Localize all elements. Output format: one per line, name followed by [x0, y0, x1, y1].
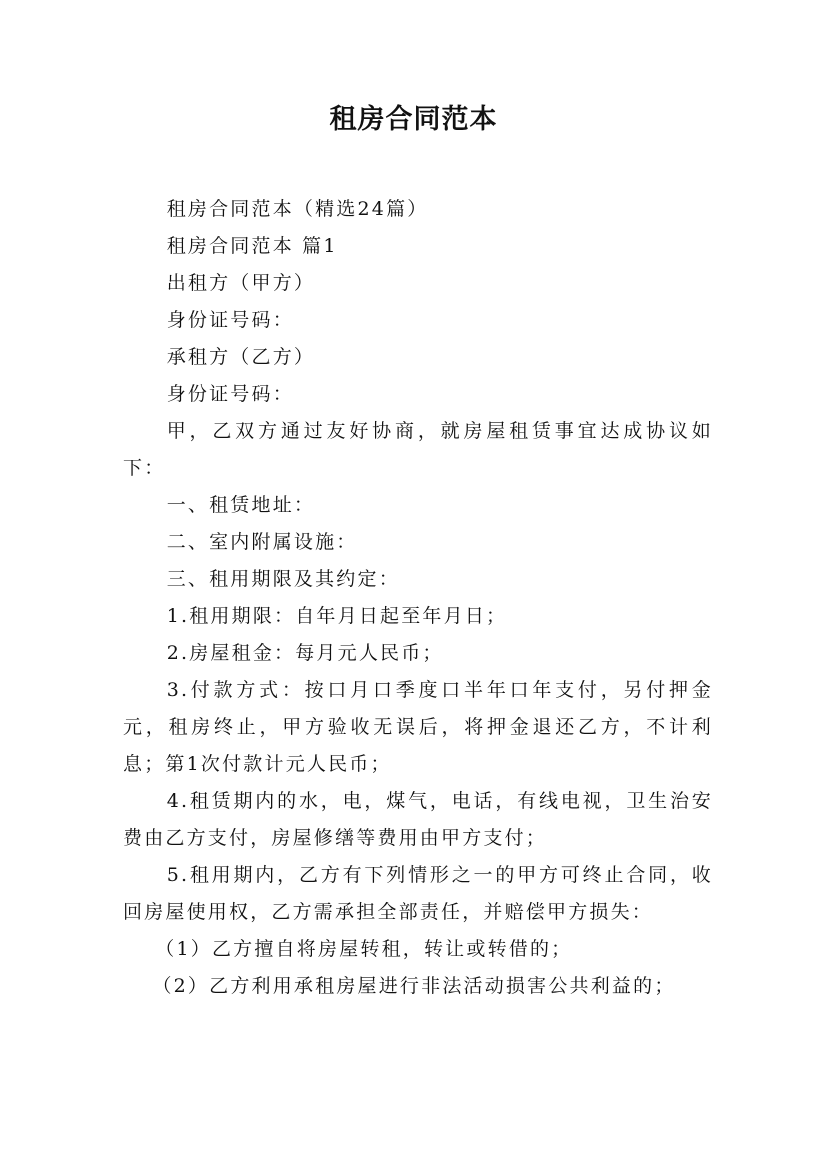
paragraph-payment: 3.付款方式：按口月口季度口半年口年支付，另付押金元，租房终止，甲方验收无误后，将押金退还乙方，不计利息；第1次付款计元人民币； — [123, 679, 713, 775]
paragraph-termination-item-1: （1）乙方擅自将房屋转租，转让或转借的； — [155, 938, 573, 960]
paragraph-lessee: 承租方（乙方） — [166, 346, 316, 368]
paragraph-section-heading: 租房合同范本 篇1 — [166, 235, 338, 257]
paragraph-termination-item-2: （2）乙方利用承租房屋进行非法活动损害公共利益的； — [152, 975, 676, 997]
document-title: 租房合同范本 — [329, 104, 498, 135]
paragraph-agreement-intro: 甲，乙双方通过友好协商，就房屋租赁事宜达成协议如下： — [123, 420, 713, 479]
paragraph-lessor-id: 身份证号码： — [166, 309, 294, 331]
paragraph-subtitle: 租房合同范本（精选24篇） — [166, 198, 429, 220]
paragraph-clause-3: 三、租用期限及其约定： — [166, 568, 400, 590]
paragraph-lessor: 出租方（甲方） — [166, 272, 316, 294]
paragraph-termination: 5.租用期内，乙方有下列情形之一的甲方可终止合同，收回房屋使用权，乙方需承担全部责任，并赔偿甲方损失： — [123, 864, 713, 923]
document-body — [123, 191, 713, 1005]
paragraph-lessee-id: 身份证号码： — [166, 383, 294, 405]
paragraph-clause-2: 二、室内附属设施： — [166, 531, 358, 553]
paragraph-clause-1: 一、租赁地址： — [166, 494, 316, 516]
paragraph-rent: 2.房屋租金：每月元人民币； — [166, 642, 444, 664]
paragraph-term: 1.租用期限：自年月日起至年月日； — [166, 605, 508, 627]
paragraph-fees: 4.租赁期内的水，电，煤气，电话，有线电视，卫生治安费由乙方支付，房屋修缮等费用由甲方支付； — [123, 790, 713, 849]
